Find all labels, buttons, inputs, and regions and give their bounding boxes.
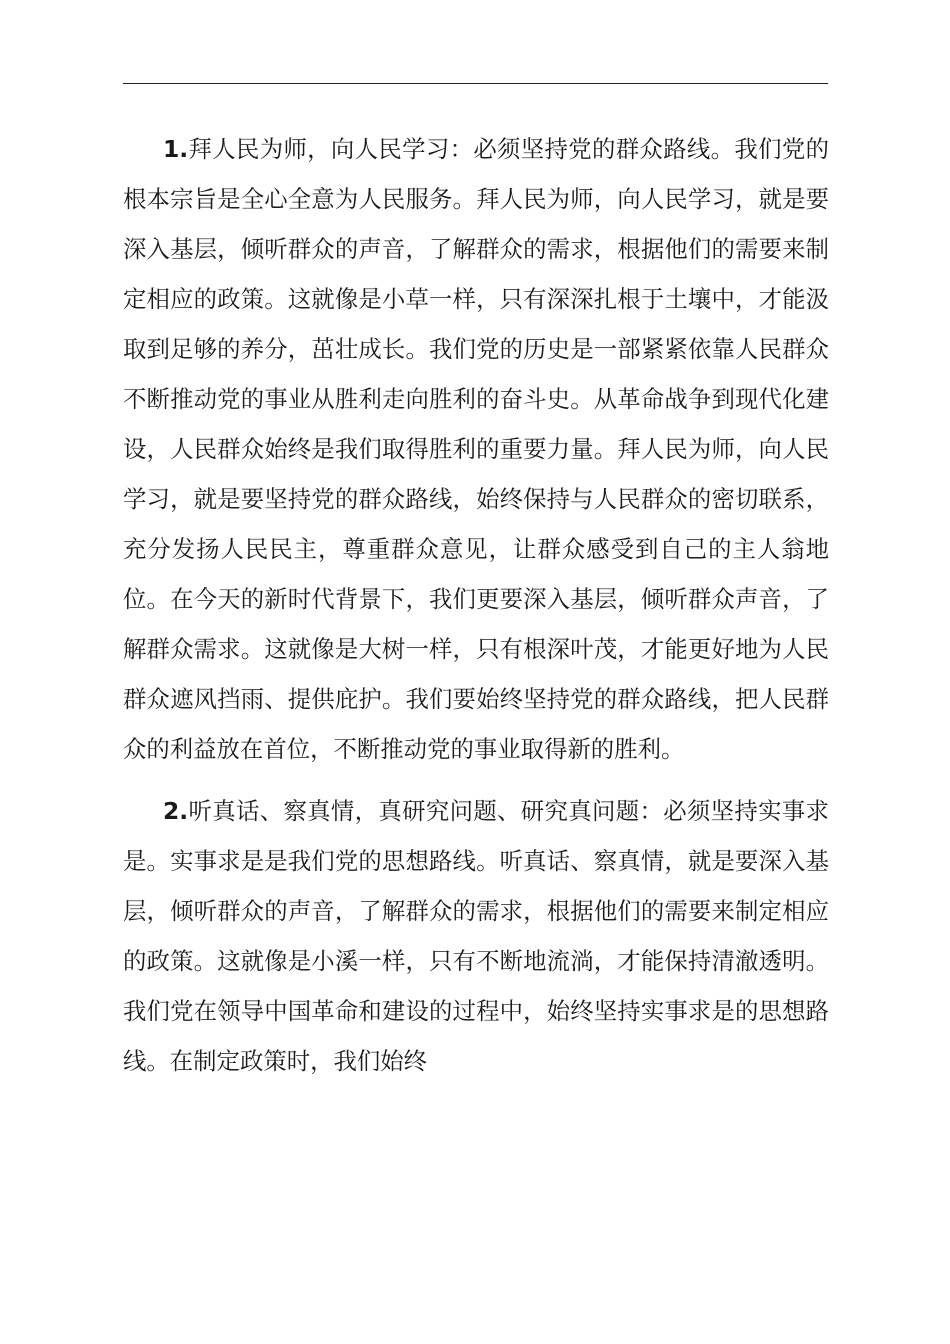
document-body	[123, 124, 829, 1086]
paragraph-2	[123, 786, 829, 1086]
paragraph-2-number: 2.	[163, 797, 189, 825]
paragraph-1-number: 1.	[163, 135, 189, 163]
paragraph-2-text: 听真话、察真情，真研究问题、研究真问题：必须坚持实事求是。实事求是是我们党的思想路线。听真话、察真情，就是要深入基层，倾听群众的声音，了解群众的需求，根据他们的需要来制定相应的政策。这就像是小溪一样，只有不断地流淌，才能保持清澈透明。我们党在领导中国革命和建设的过程中，始终坚持实事求是的思想路线。在制定政策时，我们始终	[123, 797, 829, 1075]
header-rule	[123, 83, 828, 84]
paragraph-1-text: 拜人民为师，向人民学习：必须坚持党的群众路线。我们党的根本宗旨是全心全意为人民服务。拜人民为师，向人民学习，就是要深入基层，倾听群众的声音，了解群众的需求，根据他们的需要来制定相应的政策。这就像是小草一样，只有深深扎根于土壤中，才能汲取到足够的养分，茁壮成长。我们党的历史是一部紧紧依靠人民群众不断推动党的事业从胜利走向胜利的奋斗史。从革命战争到现代化建设，人民群众始终是我们取得胜利的重要力量。拜人民为师，向人民学习，就是要坚持党的群众路线，始终保持与人民群众的密切联系，充分发扬人民民主，尊重群众意见，让群众感受到自己的主人翁地位。在今天的新时代背景下，我们更要深入基层，倾听群众声音，了解群众需求。这就像是大树一样，只有根深叶茂，才能更好地为人民群众遮风挡雨、提供庇护。我们要始终坚持党的群众路线，把人民群众的利益放在首位，不断推动党的事业取得新的胜利。	[123, 135, 829, 763]
paragraph-1	[123, 124, 829, 774]
